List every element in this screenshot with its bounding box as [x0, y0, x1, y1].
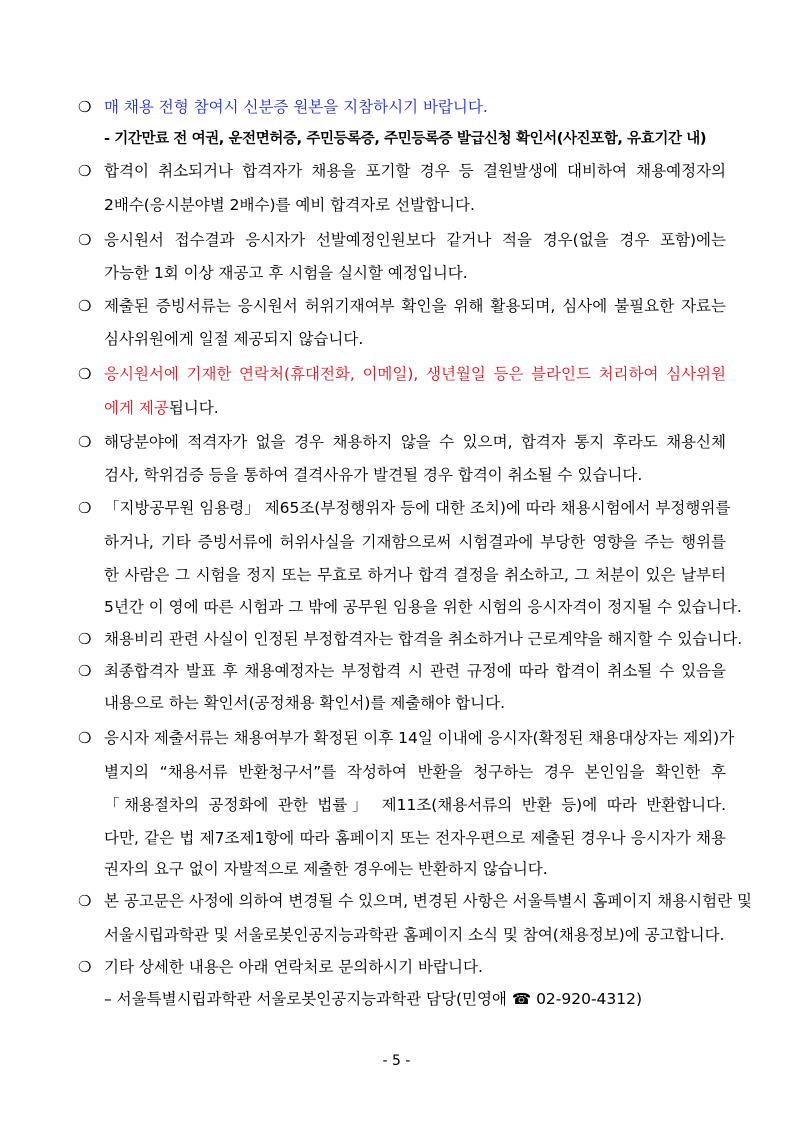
- circle-bullet-icon: ❍: [78, 958, 92, 976]
- notice-text: 5년간 이 영에 따른 시험과 그 밖에 공무원 임용을 위한 시험의 응시자격이 정지될 수 있습니다.: [104, 598, 742, 616]
- circle-bullet-icon: ❍: [78, 365, 92, 383]
- notice-text: 해당분야에 적격자가 없을 경우 채용하지 않을 수 있으며, 합격자 통지 후라도 채용신체: [104, 433, 726, 451]
- notice-text: 응시원서 접수결과 응시자가 선발예정인원보다 같거나 적을 경우(없을 경우 포함)에는: [104, 231, 726, 249]
- contact-text: – 서울특별시립과학관 서울로봇인공지능과학관 담당(민영애 ☎ 02-920-4312): [104, 990, 643, 1008]
- notice-text: 채용비리 관련 사실이 인정된 부정합격자는 합격을 취소하거나 근로계약을 해지할 수 있습니다.: [104, 630, 743, 648]
- notice-text: 제출된 증빙서류는 응시원서 허위기재여부 확인을 위해 활용되며, 심사에 불필요한 자료는: [104, 297, 726, 315]
- circle-bullet-icon: ❍: [78, 297, 92, 315]
- notice-text: 응시자 제출서류는 채용여부가 확정된 이후 14일 이내에 응시자(확정된 채용대상자는 제외)가: [104, 729, 735, 747]
- circle-bullet-icon: ❍: [78, 630, 92, 648]
- notice-text: 다만, 같은 법 제7조제1항에 따라 홈페이지 또는 전자우편으로 제출된 경우나 응시자가 채용: [104, 829, 726, 847]
- notice-text: 응시원서에 기재한 연락처(휴대전화, 이메일), 생년월일 등은 블라인드 처리하여 심사위원: [104, 365, 726, 383]
- notice-text: 별지의 “채용서류 반환청구서”를 작성하여 반환을 청구하는 경우 본인임을 확인한 후: [104, 763, 726, 781]
- notice-text: 한 사람은 그 시험을 정지 또는 무효로 하거나 합격 결정을 취소하고, 그 처분이 있은 날부터: [104, 566, 726, 584]
- notice-text: 매 채용 전형 참여시 신분증 원본을 지참하시기 바랍니다.: [104, 98, 488, 116]
- red-text: 에게 제공: [104, 399, 169, 417]
- notice-text: 「지방공무원 임용령」 제65조(부정행위자 등에 대한 조치)에 따라 채용시험에서 부정행위를: [104, 499, 731, 517]
- circle-bullet-icon: ❍: [78, 729, 92, 747]
- notice-text: 최종합격자 발표 후 채용예정자는 부정합격 시 관련 규정에 따라 합격이 취소될 수 있음을: [104, 662, 726, 680]
- notice-text: 가능한 1회 이상 재공고 후 시험을 실시할 예정입니다.: [104, 264, 468, 282]
- circle-bullet-icon: ❍: [78, 499, 92, 517]
- notice-text: 합격이 취소되거나 합격자가 채용을 포기할 경우 등 결원발생에 대비하여 채용예정자의: [104, 162, 726, 180]
- notice-text: 심사위원에게 일절 제공되지 않습니다.: [104, 330, 364, 348]
- notice-text: 2배수(응시분야별 2배수)를 예비 합격자로 선발합니다.: [104, 196, 475, 214]
- notice-text: 기타 상세한 내용은 아래 연락처로 문의하시기 바랍니다.: [104, 958, 483, 976]
- circle-bullet-icon: ❍: [78, 98, 92, 116]
- notice-text: 「채용절차의 공정화에 관한 법률」 제11조(채용서류의 반환 등)에 따라 반환합니다.: [104, 796, 726, 814]
- notice-text: 본 공고문은 사정에 의하여 변경될 수 있으며, 변경된 사항은 서울특별시 홈페이지 채용시험란 및: [104, 892, 753, 910]
- circle-bullet-icon: ❍: [78, 231, 92, 249]
- notice-subtext: - 기간만료 전 여권, 운전면허증, 주민등록증, 주민등록증 발급신청 확인서(사진포함, 유효기간 내): [104, 131, 707, 147]
- notice-text: 검사, 학위검증 등을 통하여 결격사유가 발견될 경우 합격이 취소될 수 있습니다.: [104, 466, 643, 484]
- plain-text: 됩니다.: [168, 399, 219, 417]
- notice-text: 하거나, 기타 증빙서류에 허위사실을 기재함으로써 시험결과에 부당한 영향을 주는 행위를: [104, 533, 726, 551]
- page-number: - 5 -: [382, 1053, 411, 1069]
- circle-bullet-icon: ❍: [78, 662, 92, 680]
- circle-bullet-icon: ❍: [78, 892, 92, 910]
- notice-text: [104, 397, 726, 419]
- circle-bullet-icon: ❍: [78, 433, 92, 451]
- notice-text: 내용으로 하는 확인서(공정채용 확인서)를 제출해야 합니다.: [104, 694, 506, 712]
- notice-text: 권자의 요구 없이 자발적으로 제출한 경우에는 반환하지 않습니다.: [104, 860, 548, 878]
- notice-text: 서울시립과학관 및 서울로봇인공지능과학관 홈페이지 소식 및 참여(채용정보)에 공고합니다.: [104, 926, 725, 944]
- circle-bullet-icon: ❍: [78, 162, 92, 180]
